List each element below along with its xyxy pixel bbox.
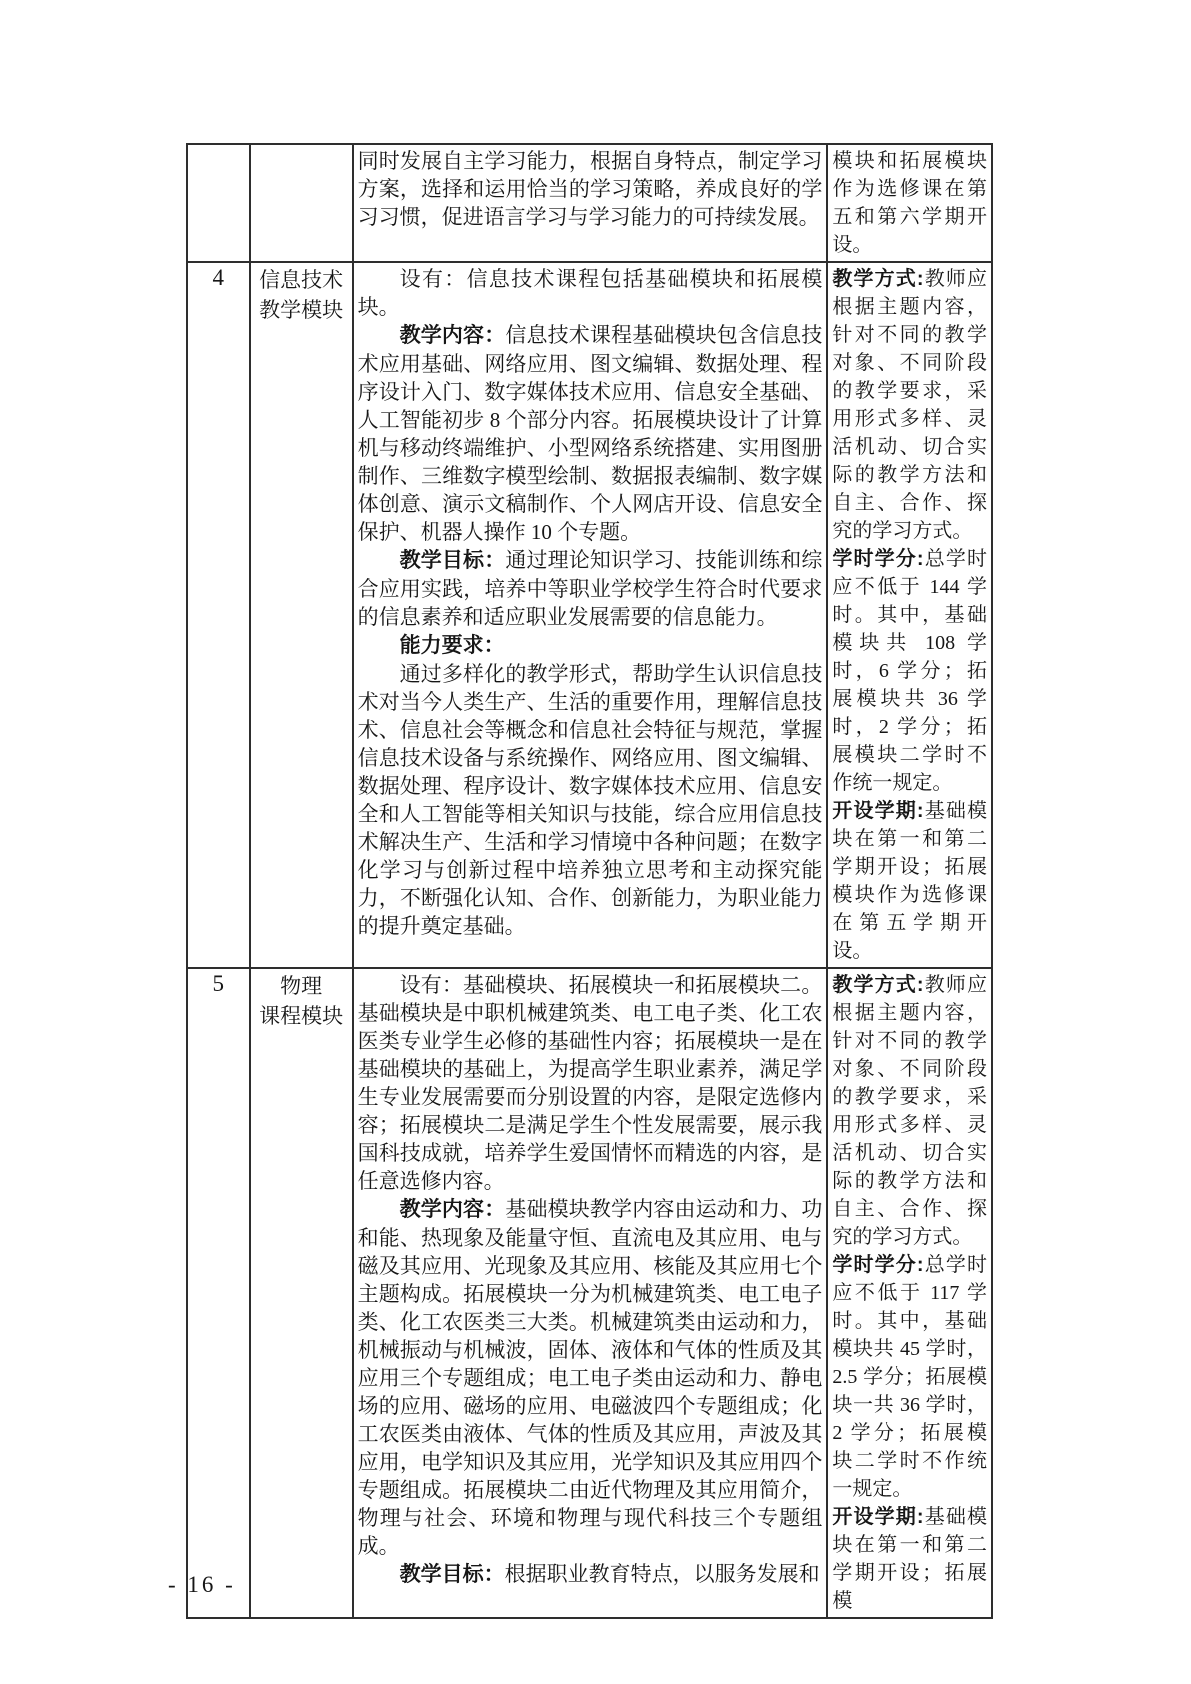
notes-paragraph bbox=[832, 265, 987, 545]
module-name-line: 信息技术 bbox=[259, 268, 344, 292]
curriculum-table bbox=[186, 143, 993, 1619]
content-paragraph bbox=[358, 631, 823, 660]
notes-cell bbox=[827, 262, 992, 968]
row-index-cell bbox=[187, 144, 250, 262]
module-name-line: 物理 bbox=[280, 974, 323, 998]
module-name-line: 课程模块 bbox=[259, 1004, 344, 1028]
notes-cell bbox=[827, 144, 992, 262]
content-paragraph bbox=[358, 971, 823, 1195]
table-row-4 bbox=[187, 262, 992, 968]
paragraph-text: 通过理论知识学习、技能训练和综合应用实践，培养中等职业学校学生符合时代要求的信息素养和适应职业发展需要的信息能力。 bbox=[357, 548, 823, 629]
section-label: 教学方式: bbox=[832, 974, 924, 996]
paragraph-text: 教师应根据主题内容，针对不同的教学对象、不同阶段的教学要求，采用形式多样、灵活机动、切合实际的教学方法和自主、合作、探究的学习方式。 bbox=[832, 268, 987, 542]
notes-paragraph bbox=[832, 545, 987, 797]
paragraph-text: 基础模块教学内容由运动和力、功和能、热现象及能量守恒、直流电及其应用、电与磁及其应用、光现象及其应用、核能及其应用七个主题构成。拓展模块一分为机械建筑类、电工电子类、化工农医类三大类。机械建筑类由运动和力，机械振动与机械波，固体、液体和气体的性质及其应用三个专题组成；电工电子类由运动和力、静电场的应用、磁场的应用、电磁波四个专题组成；化工农医类由液体、气体的性质及其应用，声波及其应用，电学知识及其应用，光学知识及其应用四个专题组成。拓展模块二由近代物理及其应用简介，物理与社会、环境和物理与现代科技三个专题组成。 bbox=[357, 1197, 823, 1558]
content-paragraph bbox=[358, 1560, 823, 1589]
section-label: 学时学分: bbox=[832, 548, 924, 570]
module-name-cell bbox=[250, 144, 353, 262]
row-index-cell bbox=[187, 968, 250, 1618]
content-paragraph bbox=[358, 1195, 823, 1560]
section-label: 能力要求： bbox=[399, 634, 505, 657]
notes-paragraph bbox=[832, 1503, 987, 1615]
page-number: - 16 - bbox=[168, 1572, 236, 1597]
section-label: 教学目标： bbox=[399, 1563, 505, 1586]
section-label: 教学内容： bbox=[399, 1198, 506, 1221]
table-row-continuation bbox=[187, 144, 992, 262]
content-paragraph bbox=[358, 660, 823, 940]
paragraph-text: 根据职业教育特点，以服务发展和 bbox=[504, 1562, 820, 1586]
paragraph-text: 基础模块在第一和第二学期开设；拓展模块作为选修课在第五学期开设。 bbox=[832, 800, 987, 962]
paragraph-text: 基础模块在第一和第二学期开设；拓展模 bbox=[832, 1506, 987, 1612]
notes-paragraph: 模块和拓展模块作为选修课在第五和第六学期开设。 bbox=[832, 150, 987, 256]
section-label: 开设学期: bbox=[832, 1506, 924, 1528]
section-label: 学时学分: bbox=[832, 1254, 924, 1276]
paragraph-text: 教师应根据主题内容，针对不同的教学对象、不同阶段的教学要求，采用形式多样、灵活机动、切合实际的教学方法和自主、合作、探究的学习方式。 bbox=[832, 974, 987, 1248]
table-row-5 bbox=[187, 968, 992, 1618]
content-cell bbox=[353, 262, 828, 968]
content-paragraph bbox=[358, 546, 823, 631]
paragraph-text: 信息技术课程基础模块包含信息技术应用基础、网络应用、图文编辑、数据处理、程序设计入门、数字媒体技术应用、信息安全基础、人工智能初步 8 个部分内容。拓展模块设计了计算机与移动终端维护、小型网络系统搭建、实用图册制作、三维数字模型绘制、数据报表编制、数字媒体创意、演示文稿制作、个人网店开设、信息安全保护、机器人操作 10 个专题。 bbox=[357, 323, 823, 544]
paragraph-text: 通过多样化的教学形式，帮助学生认识信息技术对当今人类生产、生活的重要作用，理解信息技术、信息社会等概念和信息社会特征与规范，掌握信息技术设备与系统操作、网络应用、图文编辑、数据处理、程序设计、数字媒体技术应用、信息安全和人工智能等相关知识与技能，综合应用信息技术解决生产、生活和学习情境中各种问题；在数字化学习与创新过程中培养独立思考和主动探究能力，不断强化认知、合作、创新能力，为职业能力的提升奠定基础。 bbox=[357, 662, 823, 938]
content-cell bbox=[353, 968, 828, 1618]
section-label: 教学目标： bbox=[399, 549, 506, 572]
paragraph-text: 设有：信息技术课程包括基础模块和拓展模块。 bbox=[357, 267, 823, 319]
notes-paragraph bbox=[832, 1251, 987, 1503]
row-index: 5 bbox=[212, 971, 225, 996]
paragraph-text: 设有：基础模块、拓展模块一和拓展模块二。基础模块是中职机械建筑类、电工电子类、化工农医类专业学生必修的基础性内容；拓展模块一是在基础模块的基础上，为提高学生职业素养，满足学生专业发展需要而分别设置的内容，是限定选修内容；拓展模块二是满足学生个性发展需要，展示我国科技成就，培养学生爱国情怀而精选的内容，是任意选修内容。 bbox=[357, 973, 823, 1193]
paragraph-text: 总学时应不低于 144 学时。其中，基础模块共 108 学时，6 学分；拓展模块共 36 学时，2 学分；拓展模块二学时不作统一规定。 bbox=[832, 548, 987, 794]
content-paragraph: 同时发展自主学习能力，根据自身特点，制定学习方案，选择和运用恰当的学习策略，养成良好的学习习惯，促进语言学习与学习能力的可持续发展。 bbox=[357, 149, 823, 229]
module-name-line: 教学模块 bbox=[259, 298, 344, 322]
notes-cell bbox=[827, 968, 992, 1618]
row-index: 4 bbox=[212, 265, 225, 290]
section-label: 教学内容： bbox=[399, 324, 506, 347]
module-name-cell bbox=[250, 968, 353, 1618]
section-label: 教学方式: bbox=[832, 268, 924, 290]
content-paragraph bbox=[358, 321, 823, 546]
content-cell bbox=[353, 144, 828, 262]
module-name-cell bbox=[250, 262, 353, 968]
notes-paragraph bbox=[832, 971, 987, 1251]
paragraph-text: 总学时应不低于 117 学时。其中，基础模块共 45 学时，2.5 学分；拓展模块一共 36 学时，2 学分；拓展模块二学时不作统一规定。 bbox=[832, 1254, 987, 1500]
content-paragraph bbox=[358, 265, 823, 321]
section-label: 开设学期: bbox=[832, 800, 924, 822]
notes-paragraph bbox=[832, 797, 987, 965]
row-index-cell bbox=[187, 262, 250, 968]
